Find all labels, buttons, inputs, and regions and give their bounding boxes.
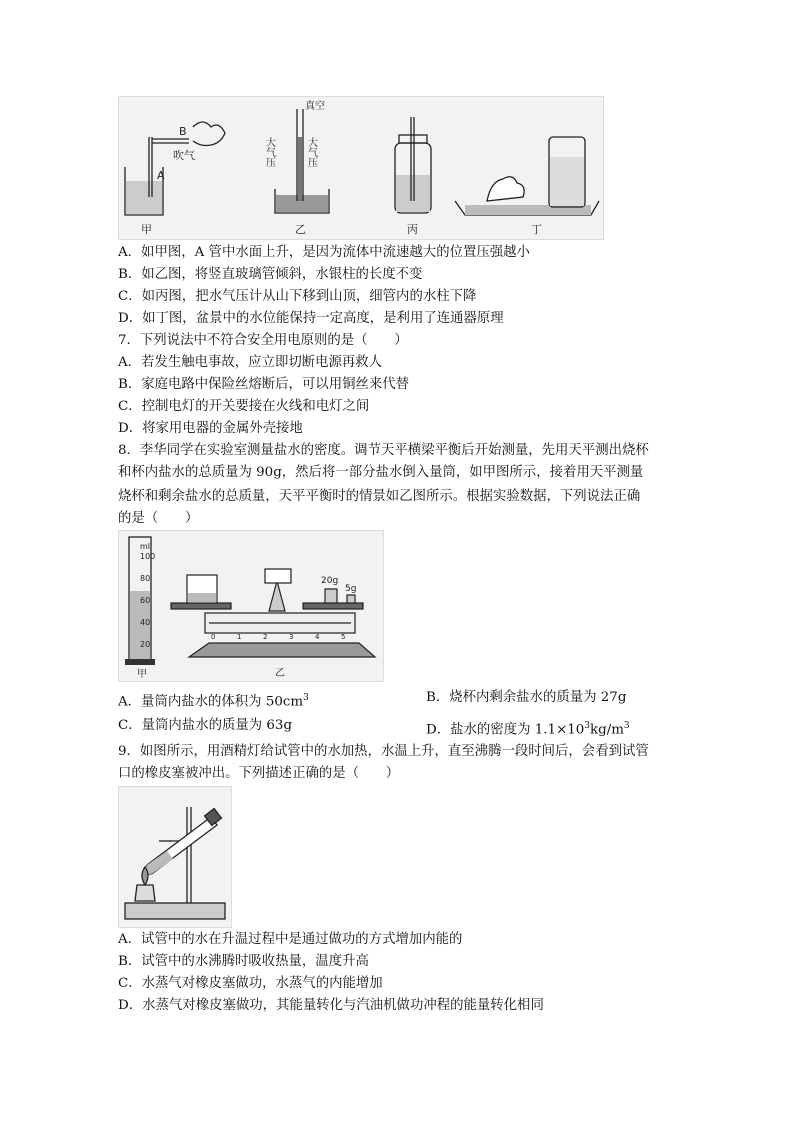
graduated-cylinder	[125, 537, 155, 680]
q8-stem-line3: 烧杯和剩余盐水的总质量，天平平衡时的情景如乙图所示。根据实验数据，下列说法正确	[118, 489, 641, 504]
q8-stem-line4: 的是（ ）	[118, 511, 199, 526]
q6-option-b: B．如乙图，将竖直玻璃管倾斜，水银柱的长度不变	[118, 267, 423, 282]
scale-0: 0	[211, 633, 216, 641]
ml-label: ml	[140, 542, 151, 551]
fig-ding	[455, 137, 599, 236]
q8-stem-line2: 和杯内盐水的总质量为 90g，然后将一部分盐水倒入量筒，如甲图所示，接着用天平测量	[118, 465, 644, 480]
label-vacuum: 真空	[305, 101, 325, 112]
q7-option-b: B．家庭电路中保险丝熔断后，可以用铜丝来代替	[118, 377, 410, 392]
scale-1: 1	[237, 633, 242, 641]
label-B: B	[179, 125, 187, 138]
figure-pressure-experiments	[118, 96, 604, 240]
fig-jia	[125, 122, 225, 236]
q9-option-b: B．试管中的水沸腾时吸收热量，温度升高	[118, 954, 369, 969]
q9-option-d: D．水蒸气对橡皮塞做功，其能量转化与汽油机做功冲程的能量转化相同	[118, 998, 544, 1013]
fig-bing	[395, 117, 431, 236]
label-atm-left: 大气压	[263, 137, 275, 167]
q8-option-a: A．量筒内盐水的体积为 $50cm^3$	[118, 693, 309, 710]
scale-4: 4	[315, 633, 320, 641]
q8-option-c: C．量筒内盐水的质量为 63g	[118, 718, 293, 733]
weight-20g-label: 20g	[321, 576, 339, 586]
label-atm-right: 大气压	[305, 137, 317, 167]
q7-option-d: D．将家用电器的金属外壳接地	[118, 421, 303, 436]
tick-100: 100	[140, 552, 156, 561]
label-yi: 乙	[295, 223, 306, 236]
label-ding: 丁	[531, 223, 542, 236]
q9-option-c: C．水蒸气对橡皮塞做功，水蒸气的内能增加	[118, 976, 383, 991]
label-yi: 乙	[275, 668, 285, 679]
q9-option-a: A．试管中的水在升温过程中是通过做功的方式增加内能的	[118, 932, 463, 947]
scale-5: 5	[341, 633, 346, 641]
q7-stem: 7．下列说法中不符合安全用电原则的是（ ）	[118, 333, 408, 348]
label-jia: 甲	[137, 669, 147, 680]
q6-option-c: C．如丙图，把水气压计从山下移到山顶，细管内的水柱下降	[118, 289, 477, 304]
label-bing: 丙	[407, 223, 418, 236]
q8-option-b: B．烧杯内剩余盐水的质量为 27g	[426, 690, 627, 705]
tick-60: 60	[140, 596, 151, 605]
q9-stem-line1: 9．如图所示，用酒精灯给试管中的水加热，水温上升，直至沸腾一段时间后，会看到试管	[118, 744, 649, 759]
balance	[171, 569, 375, 657]
q7-option-a: A．若发生触电事故，应立即切断电源再救人	[118, 355, 383, 370]
q8-stem-line1: 8．李华同学在实验室测量盐水的密度。调节天平横梁平衡后开始测量，先用天平测出烧杯	[118, 443, 649, 458]
scale-2: 2	[263, 633, 268, 641]
q7-option-c: C．控制电灯的开关要接在火线和电灯之间	[118, 399, 370, 414]
tick-20: 20	[140, 640, 151, 649]
q8-option-d: D．盐水的密度为 $1.1\times 10^3kg/m^3$	[426, 721, 630, 738]
label-A: A	[157, 169, 165, 182]
label-jia: 甲	[141, 223, 152, 236]
figure-test-tube-heating	[118, 786, 232, 928]
weight-5g-label: 5g	[345, 584, 357, 594]
tick-80: 80	[140, 574, 151, 583]
label-blow: 吹气	[173, 149, 195, 162]
q6-option-a: A．如甲图，A 管中水面上升，是因为流体中流速越大的位置压强越小	[118, 245, 530, 260]
tick-40: 40	[140, 618, 151, 627]
q6-option-d: D．如丁图，盆景中的水位能保持一定高度，是利用了连通器原理	[118, 311, 504, 326]
figure-density-measurement	[118, 530, 384, 682]
scale-3: 3	[289, 633, 294, 641]
fig-yi	[264, 99, 330, 236]
q9-stem-line2: 口的橡皮塞被冲出。下列描述正确的是（ ）	[118, 766, 400, 781]
